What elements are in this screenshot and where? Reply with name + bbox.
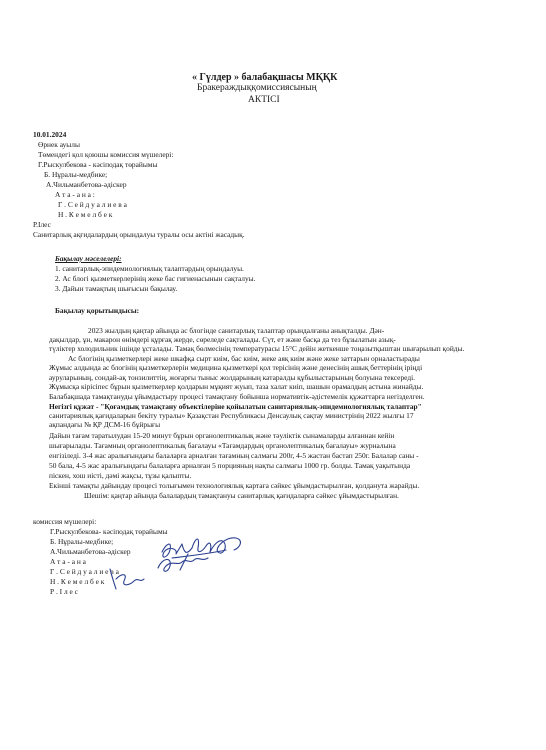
control-task-item: 3. Дайын тамақтың шығысын бақылау. — [55, 284, 178, 293]
commission-intro: Төмендегі қол қоюшы комиссия мүшелері: — [38, 150, 174, 159]
results-line: піскен, хош иісті, дәмі жақсы, тұзы қалыпты. — [49, 471, 192, 480]
results-line: 2023 жылдың қаңтар айында ас блогінде санитарлық талаптар орындалғаны анықталды. Дән- — [88, 326, 385, 335]
handwritten-signature — [102, 561, 152, 599]
document-title-commission: Бракераждыққомиссиясының — [197, 83, 317, 93]
results-line: шығарылады. Тағамның органолептикалық бағалауы «Тағамдардың органолептикалық бағалауы» журналына — [49, 441, 396, 450]
results-line: ақпандағы № ҚР ДСМ-16 бұйрығы — [49, 420, 161, 429]
results-heading: Бақылау қорытындысы: — [55, 306, 140, 315]
signatory-line: Г.Рыскулбекова- кәсіподақ төрайымы — [50, 527, 168, 536]
member-line: А т а - а н а : — [55, 190, 95, 199]
document-place: Өрнек ауылы — [38, 140, 80, 149]
member-line: Р.Ілес — [33, 220, 51, 229]
results-line: Балабақшада тамақтануды ұйымдастыру процесі тамақтану бойынша нормативтік-әдістемелік құжаттарға негізделген. — [49, 392, 425, 401]
signatories-heading: комиссия мүшелері: — [33, 517, 97, 526]
member-line: Н . К е м е л б е к — [58, 210, 113, 219]
member-line: Г.Рыскулбекова - кәсіподақ төрайымы — [38, 160, 158, 169]
results-line: Ас блогінің қызметкерлері жеке шкафқа сырт киім, бас киім, жеке аяқ киім және жеке заттарын орналастырады — [68, 354, 420, 363]
handwritten-signature — [150, 548, 220, 580]
results-line: Екінші тамақты дайындау процесі толығымен технологиялық картаға сәйкес ұйымдастырылған, қолданута жарайды. — [49, 481, 420, 490]
act-statement: Санитарлық ақғидалардың орындалуы туралы осы актіні жасадық. — [33, 230, 245, 239]
document-date: 10.01.2024 — [33, 130, 67, 139]
results-line: Дайын тағам таратылудан 15-20 минут бұрын органолептикалық және тәуліктік сынамаларды алғаннан кейін — [49, 431, 395, 440]
results-line: Жұмыс алдында ас блогінің қызметкерлерін медицина қызметкері қол терісінің және денесінің ашық беттерінің іріңді — [49, 363, 423, 372]
results-line: түліктер холодильник ішінде ұсталады. Тамақ бөлмесінің температурасы 15°С дейін жеткенше тоңазытқыштан шығарылып қойды. — [49, 344, 465, 353]
control-task-item: 1. санитарлық-эпидемиологиялық талаптардың орындалуы. — [55, 264, 244, 273]
control-tasks-heading: Бақылау мәселелері: — [55, 254, 122, 263]
results-line: дақылдар, ұн, макарон өнімдері құрғақ жерде, сөреледе сақталады. Сүт, ет және басқа да тез бұзылатын азық- — [49, 335, 396, 344]
results-line: Негізгі құжат - "Қоғамдық тамақтану объектілеріне қойылатын санитариялық-эпидемиологиялық талаптар" — [49, 402, 422, 411]
signatory-line: Г . С е й д у а л и е в а — [50, 567, 119, 576]
member-line: Г . С е й д у а л и е в а — [58, 200, 127, 209]
results-line: Жұмысқа кірісіпес бұрын қызметкерлер қолдарын мұқият жуып, таза халат киіп, шашын орамалдың астына жинайды. — [49, 382, 424, 391]
document-title-act: АКТІСІ — [248, 95, 280, 105]
signatory-line: Б. Нұралы-медбике; — [50, 537, 114, 546]
results-line: енгізіледі. 3-4 жас аралығындағы балаларға арналған тағамның салмағы 200г, 4-5 жастан бастап 250г. Балалар саны - — [49, 451, 419, 460]
signatory-line: Н . К е м е л б е к — [50, 577, 105, 586]
signatory-line: А т а - а н а — [50, 557, 86, 566]
signatory-line: Р . І л е с — [50, 587, 78, 596]
member-line: Б. Нұралы-медбике; — [44, 170, 108, 179]
results-line: санитариялық қағидаларын бекіту туралы» Қазақстан Республикасы Денсаулық сақтау министрінің 2022 жылғы 17 — [49, 411, 414, 420]
control-task-item: 2. Ас блогі қызметкерлерінің жеке бас гигиенасынын сақталуы. — [55, 274, 256, 283]
results-line: ауруларының, сондай-ақ тонзилиттің, жоғарғы тыныс жолдарының катаралды құбылыстарының болуына тексереді. — [49, 373, 415, 382]
results-line: 50 бала, 4-5 жас аралығындағы балаларға арналған 5 порцияның нақты салмағы 1000 гр. болды. Тамақ уақытында — [49, 461, 411, 470]
decision-line: Шешім: қаңтар айында балалардың тамақтануы санитарлық қағидаларға сәйкес ұйымдастырылған. — [84, 491, 399, 500]
member-line: А.Чильманбетова-әдіскер — [46, 180, 127, 189]
document-title-org: « Гүлдер » балабақшасы МҚҚК — [192, 72, 338, 83]
signatory-line: А.Чильманбетова-әдіскер — [50, 547, 131, 556]
